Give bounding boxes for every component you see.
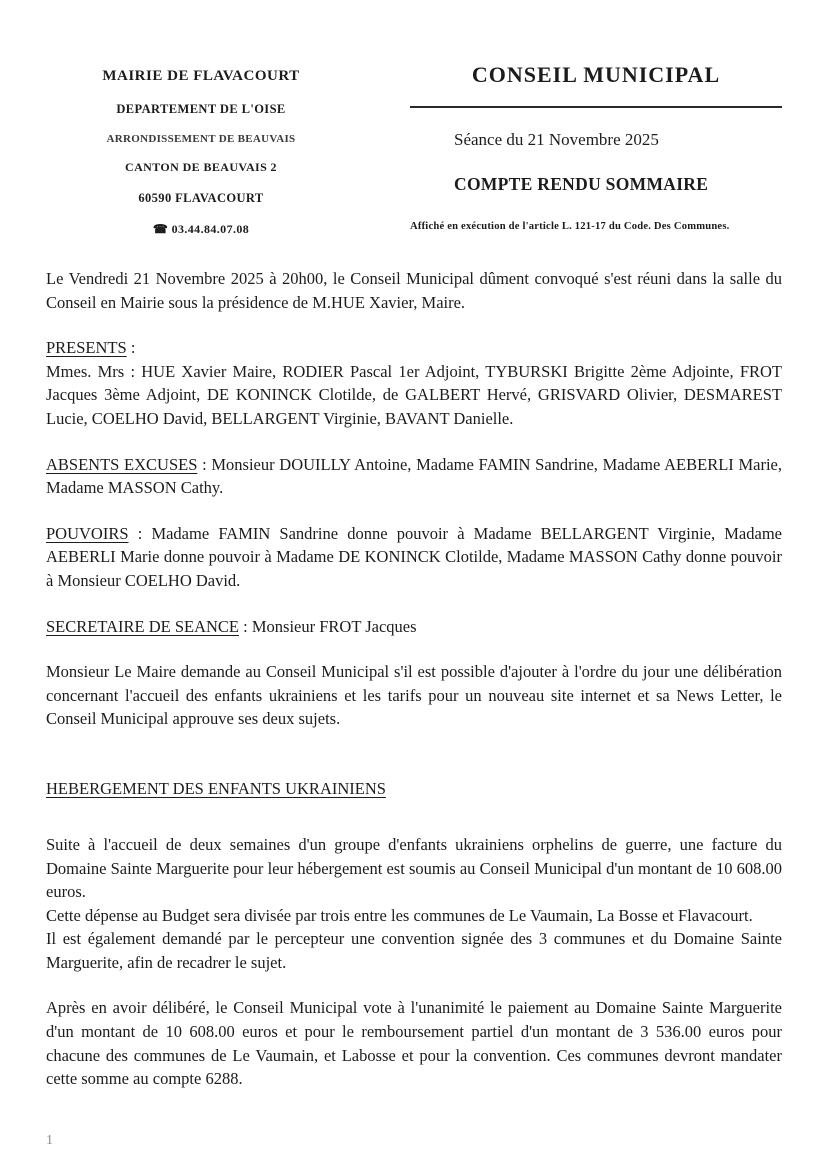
paragraph-hebergement-2: Après en avoir délibéré, le Conseil Municipal vote à l'unanimité le paiement au Domaine Sainte Marguerite d'un montant de 10 608.00 euros et pour le remboursement partiel d'un montant de 3 536.00 euros pour chacune des communes de Le Vaumain, et Labosse et pour la convention. Ces communes devront mandater cette somme au compte 6288. — [46, 998, 782, 1089]
pouvoirs-separator: : — [128, 523, 152, 543]
paragraph-intro: Le Vendredi 21 Novembre 2025 à 20h00, le Conseil Municipal dûment convoqué s'est réuni dans la salle du Conseil en Mairie sous la présidence de M.HUE Xavier, Maire. — [46, 269, 782, 312]
phone-line — [46, 222, 356, 237]
hebergement-line-1: Suite à l'accueil de deux semaines d'un groupe d'enfants ukrainiens orphelins de guerre, une facture du Domaine Sainte Marguerite pour leur hébergement est soumis au Conseil Municipal d'un montant de 10 608.00 euros. — [46, 834, 782, 902]
document-header — [46, 56, 782, 237]
title-rule — [410, 106, 782, 108]
title-block — [410, 56, 782, 232]
secretaire-label: SECRETAIRE DE SEANCE — [46, 616, 240, 636]
absents-separator: : — [197, 454, 212, 474]
paragraph-pouvoirs — [46, 522, 782, 593]
mairie-block — [46, 56, 356, 237]
document-subtitle: COMPTE RENDU SOMMAIRE — [454, 174, 709, 194]
hebergement-line-2: Cette dépense au Budget sera divisée par trois entre les communes de Le Vaumain, La Bosse et Flavacourt. — [46, 905, 753, 925]
presents-text: Mmes. Mrs : HUE Xavier Maire, RODIER Pascal 1er Adjoint, TYBURSKI Brigitte 2ème Adjointe, FROT Jacques 3ème Adjoint, DE KONINCK Clotilde, de GALBERT Hervé, GRISVARD Olivier, DESMAREST Lucie, COELHO David, BELLARGENT Virginie, BAVANT Danielle. — [46, 361, 782, 428]
document-body — [46, 267, 782, 1091]
arrondissement-line: ARRONDISSEMENT DE BEAUVAIS — [106, 133, 296, 145]
absents-label: ABSENTS EXCUSES — [46, 454, 198, 474]
paragraph-maire-note: Monsieur Le Maire demande au Conseil Municipal s'il est possible d'ajouter à l'ordre du jour une délibération concernant l'accueil des enfants ukrainiens et les tarifs pour un nouveau site internet et sa News Letter, le Conseil Municipal approuve ses deux sujets. — [46, 662, 782, 729]
departement-line: DEPARTEMENT DE L'OISE — [116, 102, 286, 116]
presents-label: PRESENTS — [46, 338, 127, 358]
mairie-name: MAIRIE DE FLAVACOURT — [102, 68, 300, 84]
hebergement-line-3: Il est également demandé par le percepteur une convention signée des 3 communes et du Domaine Sainte Marguerite, afin de recadrer le sujet. — [46, 929, 782, 972]
seance-date: Séance du 21 Novembre 2025 — [454, 130, 659, 149]
paragraph-secretaire — [46, 615, 782, 639]
absents-text: Monsieur DOUILLY Antoine, Madame FAMIN Sandrine, Madame AEBERLI Marie, Madame MASSON Cathy. — [46, 454, 782, 498]
pouvoirs-label: POUVOIRS — [46, 523, 129, 543]
secretaire-text: Monsieur FROT Jacques — [251, 616, 417, 636]
document-title: CONSEIL MUNICIPAL — [471, 62, 721, 87]
presents-separator: : — [126, 338, 136, 358]
pouvoirs-text: Madame FAMIN Sandrine donne pouvoir à Madame BELLARGENT Virginie, Madame AEBERLI Marie donne pouvoir à Madame DE KONINCK Clotilde, Madame MASSON Cathy donne pouvoir à Monsieur COELHO David. — [46, 523, 782, 590]
canton-line: CANTON DE BEAUVAIS 2 — [125, 160, 277, 174]
page-number: 1 — [46, 1133, 53, 1148]
phone-number: 03.44.84.07.08 — [171, 222, 250, 236]
secretaire-separator: : — [239, 616, 252, 636]
postal-line: 60590 FLAVACOURT — [138, 191, 264, 205]
paragraph-hebergement-1 — [46, 833, 782, 975]
section-heading-hebergement: HEBERGEMENT DES ENFANTS UKRAINIENS — [46, 778, 386, 798]
paragraph-absents — [46, 453, 782, 500]
legal-notice: Affiché en exécution de l'article L. 121-17 du Code. Des Communes. — [410, 221, 730, 232]
phone-icon: ☎ — [152, 222, 169, 236]
paragraph-presents — [46, 336, 782, 430]
